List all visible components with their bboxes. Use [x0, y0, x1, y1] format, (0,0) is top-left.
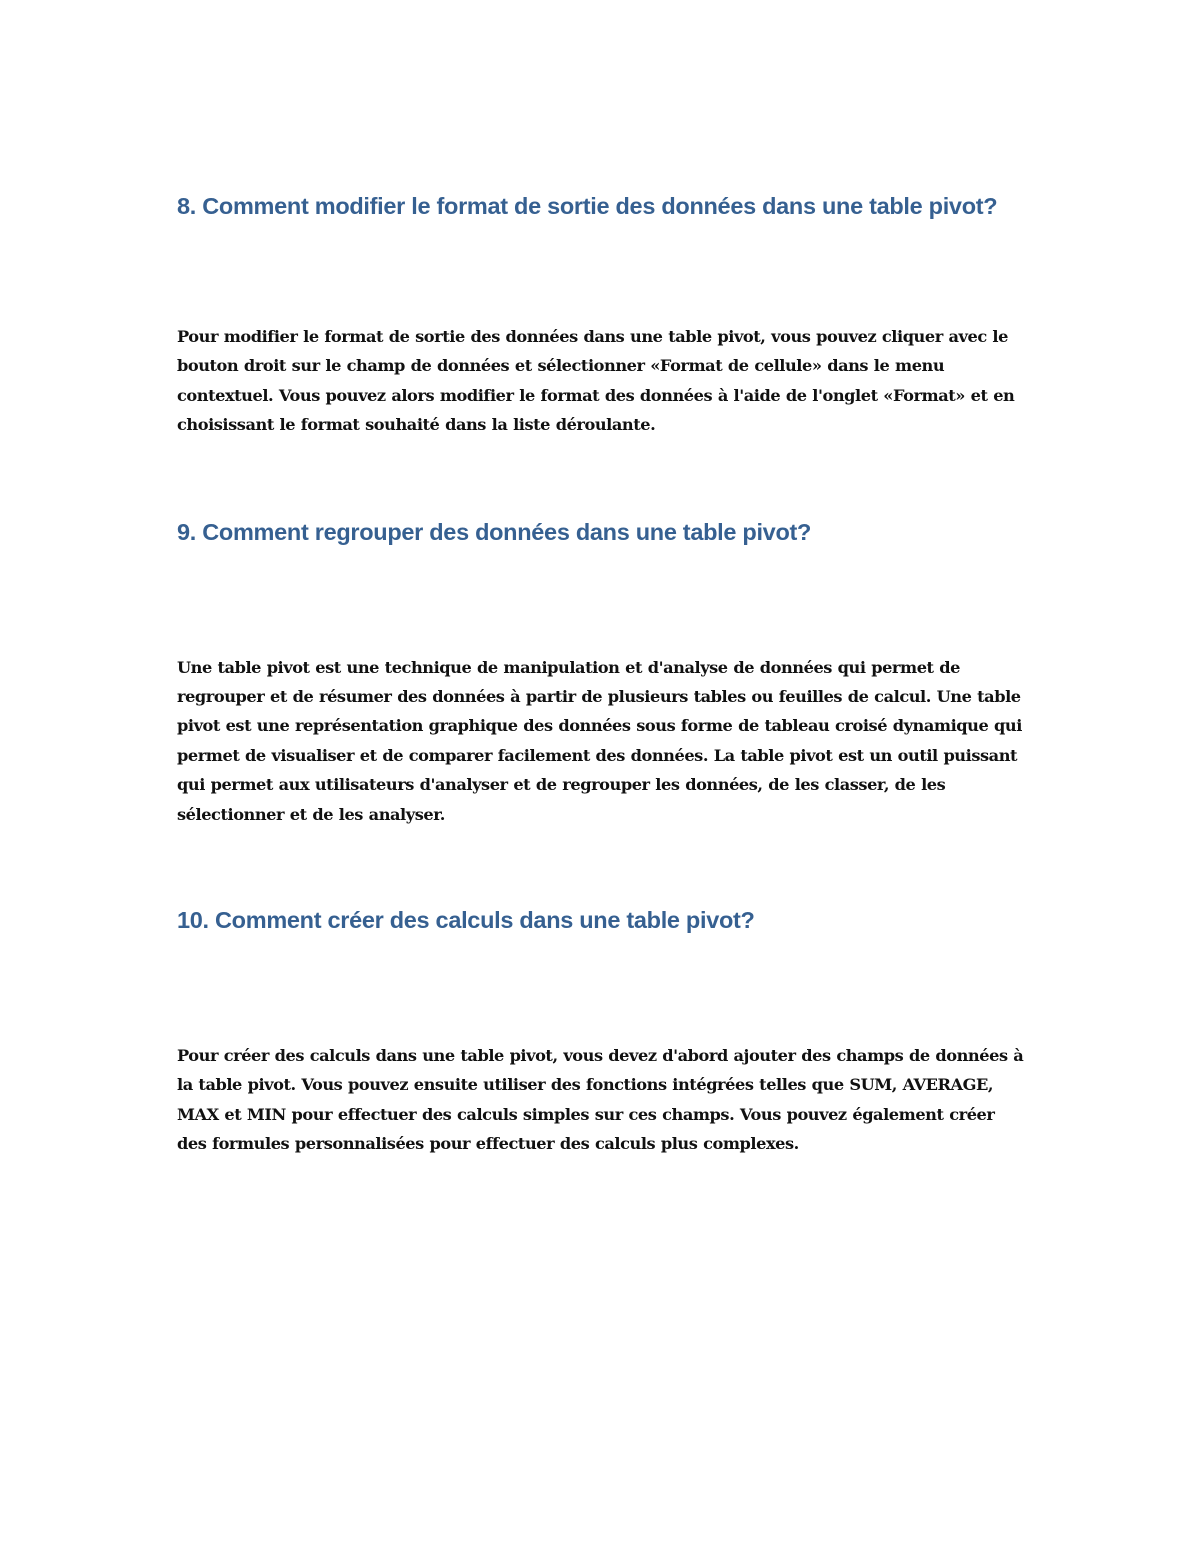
section-8 — [177, 188, 1027, 440]
section-body: Pour créer des calculs dans une table pivot, vous devez d'abord ajouter des champs de données à la table pivot. Vous pouvez ensuite utiliser des fonctions intégrées telles que SUM, AVERAGE, MAX et MIN pour effectuer des calculs simples sur ces champs. Vous pouvez également créer des formules personnalisées pour effectuer des calculs plus complexes. — [177, 1046, 1024, 1154]
section-9 — [177, 514, 1027, 829]
section-heading: 8. Comment modifier le format de sortie des données dans une table pivot? — [177, 193, 998, 219]
section-10 — [177, 902, 1027, 1159]
section-body: Pour modifier le format de sortie des données dans une table pivot, vous pouvez cliquer avec le bouton droit sur le champ de données et sélectionner «Format de cellule» dans le menu contextuel. Vous pouvez alors modifier le format des données à l'aide de l'onglet «Format» et en choisissant le format souhaité dans la liste déroulante. — [177, 327, 1015, 435]
section-heading: 10. Comment créer des calculs dans une table pivot? — [177, 907, 755, 934]
document-content — [177, 188, 1027, 1159]
section-heading: 9. Comment regrouper des données dans une table pivot? — [177, 518, 812, 545]
section-body: Une table pivot est une technique de manipulation et d'analyse de données qui permet de regrouper et de résumer des données à partir de plusieurs tables ou feuilles de calcul. Une table pivot est une représentation graphique des données sous forme de tableau croisé dynamique qui permet de visualiser et de comparer facilement des données. La table pivot est un outil puissant qui permet aux utilisateurs d'analyser et de regrouper les données, de les classer, de les sélectionner et de les analyser. — [177, 657, 1022, 824]
